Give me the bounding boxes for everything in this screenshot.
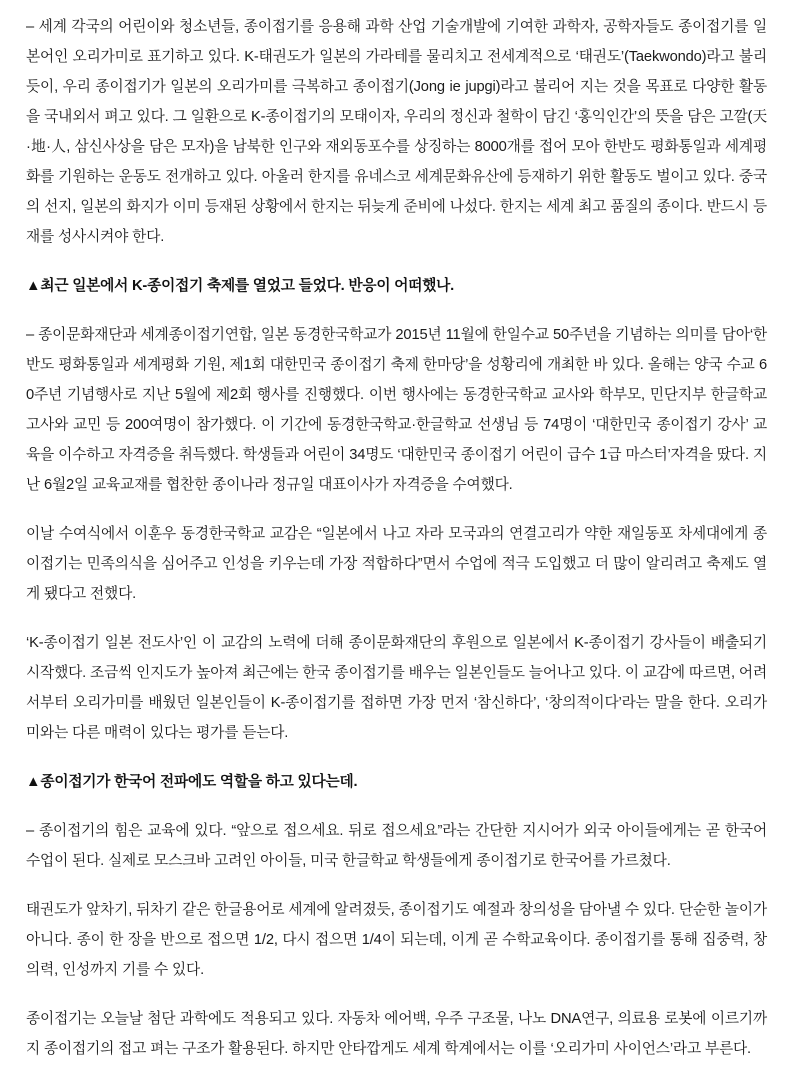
paragraph-math-education: 태권도가 앞차기, 뒤차기 같은 한글용어로 세계에 알려졌듯, 종이접기도 예절과 창의성을 담아낼 수 있다. 단순한 놀이가 아니다. 종이 한 장을 반으로 접으면 1/2, 다시 접으면 1/4이 되는데, 이게 곧 수학교육이다. 종이접기를 통해 집중력, 창의력, 인성까지 기를 수 있다. [26,902,767,978]
paragraph-advanced-science: 종이접기는 오늘날 첨단 과학에도 적용되고 있다. 자동차 에어백, 우주 구조물, 나노 DNA연구, 의료용 로봇에 이르기까지 종이접기의 접고 펴는 구조가 활용된다. 하지만 안타깝게도 세계 학계에서는 이를 ‘오리가미 사이언스’라고 부른다. [26,1011,767,1057]
paragraph-principal-quote: 이날 수여식에서 이훈우 동경한국학교 교감은 “일본에서 나고 자라 모국과의 연결고리가 약한 재일동포 차세대에게 종이접기는 민족의식을 심어주고 인성을 키우는데 가장 적합하다”면서 수업에 적극 도입했고 더 많이 알리려고 축제도 열게 됐다고 전했다. [26,526,767,602]
subhead-korean-language: ▲종이접기가 한국어 전파에도 역할을 하고 있다는데. [26,774,358,790]
article-body [26,12,767,1064]
paragraph-japan-evangelist: ‘K-종이접기 일본 전도사’인 이 교감의 노력에 더해 종이문화재단의 후원으로 일본에서 K-종이접기 강사들이 배출되기 시작했다. 조금씩 인지도가 높아져 최근에는 한국 종이접기를 배우는 일본인들도 늘어나고 있다. 이 교감에 따르면, 어려서부터 오리가미를 배웠던 일본인들이 K-종이접기를 접하면 가장 먼저 ‘참신하다’, ‘창의적이다’라는 말을 한다. 오리가미와는 다른 매력이 있다는 평가를 듣는다. [26,635,767,741]
subhead-japan-festival: ▲최근 일본에서 K-종이접기 축제를 열었고 들었다. 반응이 어떠했나. [26,278,455,294]
paragraph-education-power: – 종이접기의 힘은 교육에 있다. “앞으로 접으세요. 뒤로 접으세요”라는 간단한 지시어가 외국 아이들에게는 곧 한국어 수업이 된다. 실제로 모스크바 고려인 아이들, 미국 한글학교 학생들에게 종이접기로 한국어를 가르쳤다. [26,823,767,869]
paragraph-intro: – 세계 각국의 어린이와 청소년들, 종이접기를 응용해 과학 산업 기술개발에 기여한 과학자, 공학자들도 종이접기를 일본어인 오리가미로 표기하고 있다. K-태권도가 일본의 가라테를 물리치고 전세계적으로 ‘태권도’(Taekwondo)라고 불리듯이, 우리 종이접기가 일본의 오리가미를 극복하고 종이접기(Jong ie jupgi)라고 불리어 지는 것을 목표로 다양한 활동을 국내외서 펴고 있다. 그 일환으로 K-종이접기의 모태이자, 우리의 정신과 철학이 담긴 ‘홍익인간’의 뜻을 담은 고깔(天·地·人, 삼신사상을 담은 모자)을 남북한 인구와 재외동포수를 상징하는 8000개를 접어 모아 한반도 평화통일과 세계평화를 기원하는 운동도 전개하고 있다. 아울러 한지를 유네스코 세계문화유산에 등재하기 위한 활동도 벌이고 있다. 중국의 선지, 일본의 화지가 이미 등재된 상황에서 한지는 뒤늦게 준비에 나섰다. 한지는 세계 최고 품질의 종이다. 반드시 등재를 성사시켜야 한다. [26,19,767,245]
paragraph-festival-history: – 종이문화재단과 세계종이접기연합, 일본 동경한국학교가 2015년 11월에 한일수교 50주년을 기념하는 의미를 담아‘한반도 평화통일과 세계평화 기원, 제1회 대한민국 종이접기 축제 한마당’을 성황리에 개최한 바 있다. 올해는 양국 수교 60주년 기념행사로 지난 5월에 제2회 행사를 진행했다. 이번 행사에는 동경한국학교 교사와 학부모, 민단지부 한글학교 고사와 교민 등 200여명이 참가했다. 이 기간에 동경한국학교·한글학교 선생님 등 74명이 ‘대한민국 종이접기 강사’ 교육을 이수하고 자격증을 취득했다. 학생들과 어린이 34명도 ‘대한민국 종이접기 어린이 급수 1급 마스터’자격을 땄다. 지난 6월2일 교육교재를 협찬한 종이나라 정규일 대표이사가 자격증을 수여했다. [26,327,767,493]
